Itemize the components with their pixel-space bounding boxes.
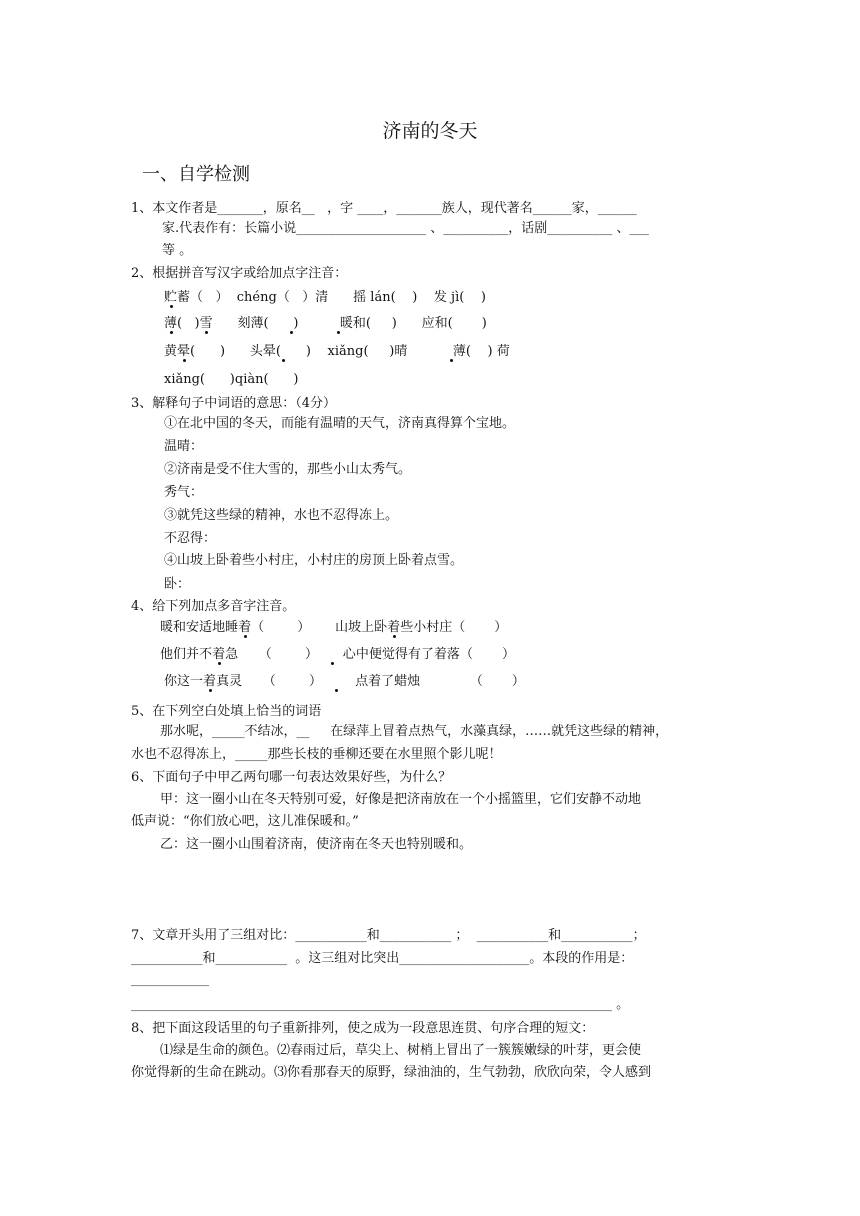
text-line: 家.代表作有：长篇小说____________________ 、__________，话剧__________ 、___ <box>162 221 649 236</box>
text-line: 5、在下列空白处填上恰当的词语 <box>131 704 322 719</box>
dotted-char <box>330 647 334 662</box>
text-line: 1、本文作者是_______，原名__ ，字 ____，_______族人，现代著名______家，______ <box>131 201 637 216</box>
dotted-char: 着 <box>238 620 252 635</box>
dotted-char: 雪 <box>199 316 213 331</box>
text-line: 水也不忍得冻上，_____那些长枝的垂柳还要在水里照个影儿呢！ <box>131 747 502 762</box>
text-line: 薄( )雪 刻薄( ) 暖和( ) 应和( ) <box>164 316 487 331</box>
dotted-char: 晕 <box>177 344 191 359</box>
text-line: 7、文章开头用了三组对比：___________和___________ ； ___________和___________； <box>131 928 646 943</box>
text-line: 温晴： <box>164 439 204 454</box>
dotted-char: 贮 <box>164 290 178 305</box>
text-line: 不忍得： <box>164 531 217 546</box>
dotted-char: 着 <box>212 647 226 662</box>
text-line: 秀气： <box>164 485 204 500</box>
text-line: 低声说：“你们放心吧，这儿准保暖和。” <box>131 814 359 829</box>
text-line: 他们并不着急 （ ） 心中便觉得有了着落（ ） <box>160 647 515 662</box>
dotted-char <box>449 344 453 359</box>
dotted-char <box>281 344 285 359</box>
text-line: 8、把下面这段话里的句子重新排列，使之成为一段意思连贯、句序合理的短文： <box>131 1021 595 1036</box>
section-heading: 一、自学检测 <box>142 164 250 185</box>
text-line: 6、下面句子中甲乙两句哪一句表达效果好些，为什么？ <box>131 770 452 785</box>
text-line: ①在北中国的冬天，而能有温晴的天气，济南真得算个宝地。 <box>164 416 516 431</box>
text-line: ___________和___________ 。这三组对比突出____________________。本段的作用是： <box>131 951 634 966</box>
text-line: 你这一着真灵 （ ） 点着了蜡烛 （ ） <box>164 674 525 689</box>
text-line: 等 。 <box>162 243 193 258</box>
text-line: 你觉得新的生命在跳动。⑶你看那春天的原野，绿油油的，生气勃勃，欣欣向荣，令人感到 <box>131 1065 652 1080</box>
text-line: ④山坡上卧着些小村庄，小村庄的房顶上卧着点雪。 <box>164 553 464 568</box>
dotted-char <box>336 316 340 331</box>
dotted-char: 薄 <box>164 316 178 331</box>
dotted-char <box>334 674 338 689</box>
text-line: ____________ <box>131 972 209 987</box>
text-line: 4、给下列加点多音字注音。 <box>131 599 296 614</box>
text-line: ③就凭这些绿的精神，水也不忍得冻上。 <box>164 508 399 523</box>
text-line: 暖和安适地睡着（ ） 山坡上卧着些小村庄（ ） <box>160 620 508 635</box>
dotted-char <box>289 316 293 331</box>
text-line: ⑴绿是生命的颜色。⑵春雨过后，草尖上、树梢上冒出了一簇簇嫩绿的叶芽，更会使 <box>160 1043 642 1058</box>
text-line: __________________________________________________________________________ 。 <box>131 997 630 1012</box>
text-line: ②济南是受不住大雪的，那些小山太秀气。 <box>164 462 412 477</box>
dotted-char: 着 <box>387 620 401 635</box>
text-line: xiǎng( )qiàn( ) <box>164 372 299 387</box>
dotted-char: 着 <box>203 674 217 689</box>
text-line: 3、解释句子中词语的意思：（4分） <box>131 396 337 411</box>
text-line: 那水呢，_____不结冰，__ 在绿萍上冒着点热气，水藻真绿，……就凭这些绿的精神， <box>160 724 669 739</box>
text-line: 乙：这一圈小山围着济南，使济南在冬天也特别暖和。 <box>160 837 473 852</box>
page-title: 济南的冬天 <box>382 120 478 142</box>
text-line: 黄晕( ) 头晕( ) xiǎng( )晴 薄( ) 荷 <box>164 344 510 359</box>
text-line: 甲：这一圈小山在冬天特别可爱，好像是把济南放在一个小摇篮里，它们安静不动地 <box>160 792 642 807</box>
text-line: 卧： <box>164 577 191 592</box>
text-line: 2、根据拼音写汉字或给加点字注音： <box>131 266 348 281</box>
text-line: 贮蓄（ ） chéng（ ）清 摇 lán( ) 发 jì( ) <box>164 290 486 305</box>
